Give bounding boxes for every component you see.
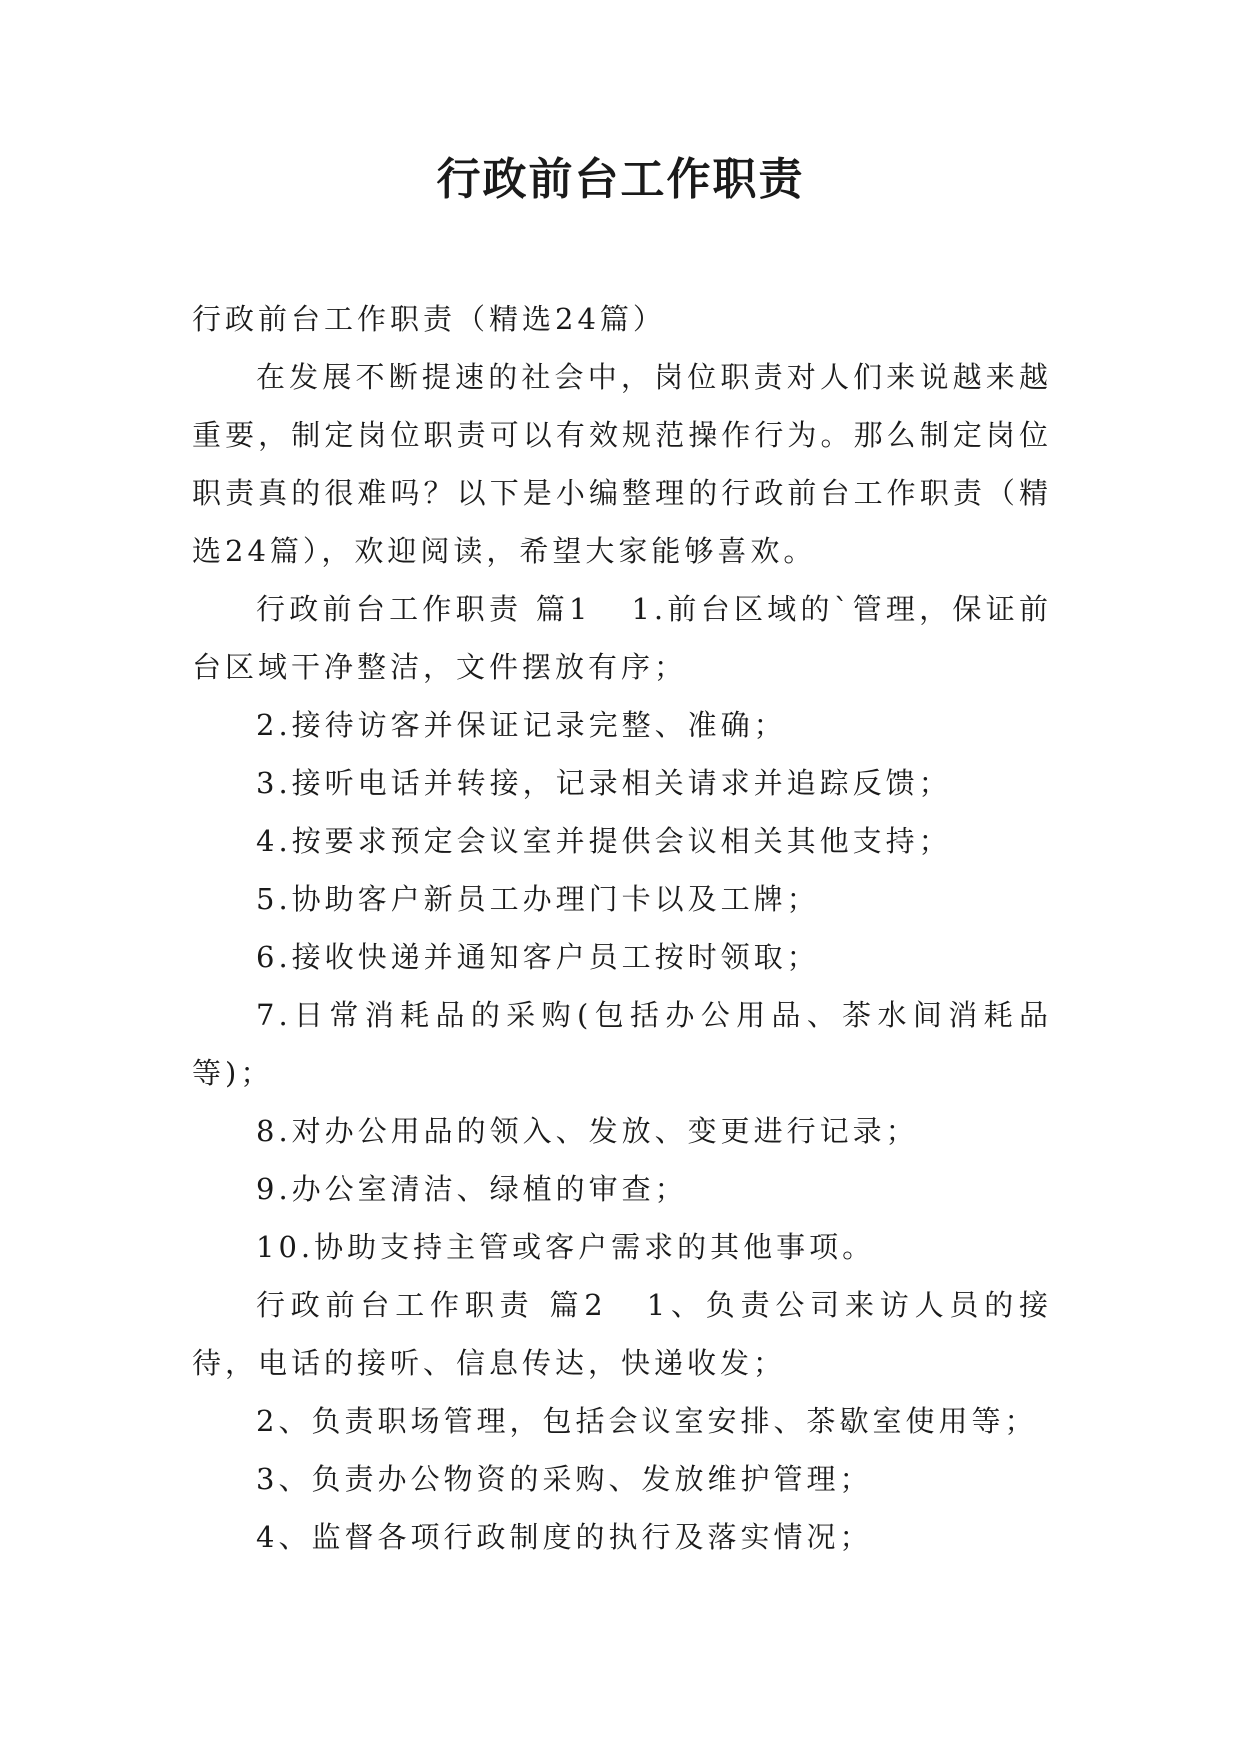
section1-first-paragraph (192, 580, 1052, 696)
section1-item: 10.协助支持主管或客户需求的其他事项。 (256, 1230, 876, 1264)
section1-item: 7.日常消耗品的采购(包括办公用品、茶水间消耗品等)； (192, 998, 1052, 1090)
section1-heading: 行政前台工作职责 篇1 (256, 592, 592, 626)
document-body (192, 290, 1052, 1566)
section1-item: 6.接收快递并通知客户员工按时领取； (256, 940, 820, 974)
section1-item: 2.接待访客并保证记录完整、准确； (256, 708, 787, 742)
section1-item: 9.办公室清洁、绿植的审查； (256, 1172, 688, 1206)
document-title: 行政前台工作职责 (436, 154, 805, 205)
intro-paragraph: 在发展不断提速的社会中，岗位职责对人们来说越来越重要，制定岗位职责可以有效规范操作行为。那么制定岗位职责真的很难吗？以下是小编整理的行政前台工作职责（精选24篇），欢迎阅读，希望大家能够喜欢。 (192, 360, 1052, 568)
section1-item: 8.对办公用品的领入、发放、变更进行记录； (256, 1114, 919, 1148)
section2-heading: 行政前台工作职责 篇2 (256, 1288, 607, 1322)
section1-item: 4.按要求预定会议室并提供会议相关其他支持； (256, 824, 952, 858)
section2-item-1: 1、负责公司来访人员的接待，电话的接听、信息传达，快递收发； (192, 1288, 1053, 1380)
section2-item: 2、负责职场管理，包括会议室安排、茶歇室使用等； (256, 1404, 1038, 1438)
section1-item: 5.协助客户新员工办理门卡以及工牌； (256, 882, 820, 916)
section1-item: 3.接听电话并转接，记录相关请求并追踪反馈； (256, 766, 952, 800)
section2-item: 4、监督各项行政制度的执行及落实情况； (256, 1520, 873, 1554)
section2-first-paragraph (192, 1276, 1052, 1392)
section2-item: 3、负责办公物资的采购、发放维护管理； (256, 1462, 873, 1496)
document-subtitle: 行政前台工作职责（精选24篇） (192, 302, 666, 336)
section1-item-1: 1.前台区域的`管理，保证前台区域干净整洁，文件摆放有序； (192, 592, 1052, 684)
